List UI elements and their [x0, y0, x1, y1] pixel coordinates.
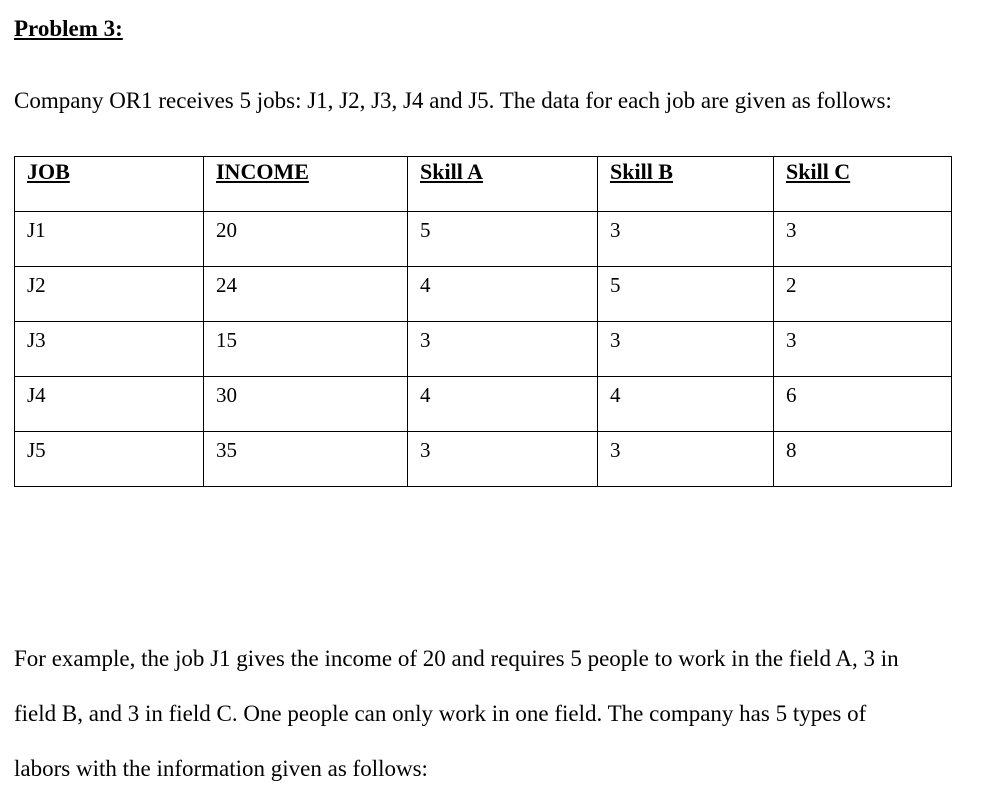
paragraph-line: labors with the information given as follows:: [14, 756, 428, 781]
cell-skill-a: 4: [408, 377, 598, 432]
cell-skill-c: 6: [774, 377, 952, 432]
example-paragraph: [14, 631, 974, 796]
cell-skill-b: 3: [598, 432, 774, 487]
table-row: [15, 432, 952, 487]
cell-job: J2: [15, 267, 204, 322]
cell-skill-a: 3: [408, 432, 598, 487]
cell-income: 15: [204, 322, 408, 377]
cell-skill-c: 3: [774, 322, 952, 377]
cell-skill-c: 2: [774, 267, 952, 322]
header-skill-b: Skill B: [598, 157, 774, 212]
paragraph-line: field B, and 3 in field C. One people can only work in one field. The company has 5 types of: [14, 701, 867, 726]
cell-job: J3: [15, 322, 204, 377]
cell-skill-c: 3: [774, 212, 952, 267]
cell-skill-b: 3: [598, 212, 774, 267]
cell-income: 35: [204, 432, 408, 487]
cell-job: J1: [15, 212, 204, 267]
cell-skill-c: 8: [774, 432, 952, 487]
intro-text: Company OR1 receives 5 jobs: J1, J2, J3, J4 and J5. The data for each job are given as follows:: [14, 88, 892, 113]
jobs-table: [14, 156, 952, 487]
table-row: [15, 267, 952, 322]
table-row: [15, 377, 952, 432]
cell-skill-b: 4: [598, 377, 774, 432]
table-row: [15, 322, 952, 377]
cell-skill-b: 5: [598, 267, 774, 322]
table-row: [15, 212, 952, 267]
table-header-row: [15, 157, 952, 212]
problem-heading: Problem 3:: [14, 16, 123, 41]
cell-skill-b: 3: [598, 322, 774, 377]
cell-income: 24: [204, 267, 408, 322]
paragraph-line: For example, the job J1 gives the income of 20 and requires 5 people to work in the field A, 3 in: [14, 646, 899, 671]
header-skill-a: Skill A: [408, 157, 598, 212]
header-skill-c: Skill C: [774, 157, 952, 212]
header-income: INCOME: [204, 157, 408, 212]
cell-income: 30: [204, 377, 408, 432]
cell-skill-a: 3: [408, 322, 598, 377]
cell-skill-a: 4: [408, 267, 598, 322]
header-job: JOB: [15, 157, 204, 212]
cell-income: 20: [204, 212, 408, 267]
cell-job: J5: [15, 432, 204, 487]
cell-skill-a: 5: [408, 212, 598, 267]
cell-job: J4: [15, 377, 204, 432]
